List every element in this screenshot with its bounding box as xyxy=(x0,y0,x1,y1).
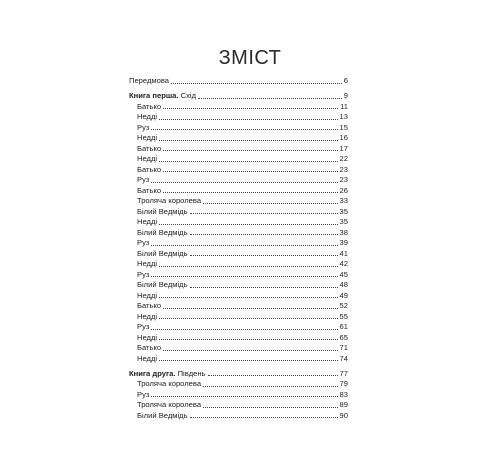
toc-entry-page: 65 xyxy=(339,332,348,342)
toc-entry-label: Недді xyxy=(137,154,158,163)
toc-entry xyxy=(129,322,348,333)
toc-entry xyxy=(129,301,348,312)
book-2-chapters xyxy=(129,379,348,421)
toc-entry xyxy=(129,144,348,155)
dot-leader xyxy=(163,192,337,193)
toc-entry-label: Передмова xyxy=(129,76,170,85)
toc-entry-book-2 xyxy=(129,369,348,380)
toc-entry xyxy=(129,354,348,365)
toc-entry-page: 23 xyxy=(339,175,348,184)
toc-entry-page: 90 xyxy=(339,410,348,420)
dot-leader xyxy=(203,203,337,204)
toc-entry-label: Білий Ведмідь xyxy=(137,206,188,216)
toc-entry xyxy=(129,112,348,123)
toc-entry-label: Білий Ведмідь xyxy=(137,227,188,237)
toc-entry-label: Білий Ведмідь xyxy=(137,280,188,289)
dot-leader xyxy=(203,386,337,387)
toc-entry-page: 23 xyxy=(339,164,348,174)
toc-entry-label: Батько xyxy=(137,101,162,111)
book-subtitle: Південь xyxy=(177,368,206,378)
dot-leader xyxy=(151,329,337,330)
toc-entry xyxy=(129,333,348,344)
toc-entry-label: Батько xyxy=(137,343,162,352)
toc-entry xyxy=(129,400,348,411)
toc-entry-label: Батько xyxy=(137,301,162,310)
toc-entry xyxy=(129,186,348,197)
dot-leader xyxy=(159,360,337,361)
toc-entry-page: 35 xyxy=(339,206,348,216)
toc-entry-page: 49 xyxy=(339,290,348,300)
toc-entry-page: 33 xyxy=(339,196,348,205)
toc-entry xyxy=(129,228,348,239)
toc-entry-preface xyxy=(129,76,348,87)
toc-entry-page: 48 xyxy=(339,280,348,289)
toc-entry-page: 13 xyxy=(339,112,348,121)
toc-entry xyxy=(129,259,348,270)
book-label: Книга перша. xyxy=(129,91,179,100)
toc-entry-book-1 xyxy=(129,91,348,102)
dot-leader xyxy=(151,245,337,246)
toc-entry-label: Недді xyxy=(137,259,158,268)
book-heading xyxy=(129,369,206,380)
page-title: ЗМІСТ xyxy=(218,47,282,69)
toc-entry-label: Руз xyxy=(137,238,150,247)
toc-entry-label: Руз xyxy=(137,122,150,132)
toc-entry-page: 16 xyxy=(339,133,348,142)
toc-entry-label: Троляча королева xyxy=(137,400,202,409)
toc-entry-page: 22 xyxy=(339,154,348,163)
table-of-contents xyxy=(129,76,348,421)
toc-entry-page: 89 xyxy=(339,400,348,409)
toc-entry xyxy=(129,238,348,249)
dot-leader xyxy=(190,287,338,288)
toc-entry-label: Недді xyxy=(137,290,158,300)
dot-leader xyxy=(163,108,338,109)
toc-entry-page: 6 xyxy=(343,76,348,85)
toc-entry-page: 83 xyxy=(339,389,348,399)
toc-entry-page: 9 xyxy=(343,91,348,100)
toc-entry-label: Руз xyxy=(137,322,150,331)
dot-leader xyxy=(159,318,337,319)
dot-leader xyxy=(151,276,337,277)
toc-entry xyxy=(129,390,348,401)
toc-entry-page: 61 xyxy=(339,322,348,331)
toc-entry-label: Троляча королева xyxy=(137,196,202,205)
toc-entry-label: Руз xyxy=(137,389,150,399)
toc-entry xyxy=(129,249,348,260)
toc-entry-label: Недді xyxy=(137,133,158,142)
book-1-chapters xyxy=(129,102,348,365)
dot-leader xyxy=(171,83,342,84)
toc-entry xyxy=(129,312,348,323)
dot-leader xyxy=(159,266,337,267)
toc-entry xyxy=(129,123,348,134)
dot-leader xyxy=(198,98,342,99)
dot-leader xyxy=(190,234,338,235)
toc-entry xyxy=(129,291,348,302)
toc-entry-page: 17 xyxy=(339,143,348,153)
dot-leader xyxy=(151,182,337,183)
toc-entry-page: 55 xyxy=(339,311,348,321)
toc-entry-page: 52 xyxy=(339,301,348,310)
toc-entry-page: 42 xyxy=(339,259,348,268)
dot-leader xyxy=(159,224,337,225)
toc-entry-label: Руз xyxy=(137,269,150,279)
toc-entry-label: Троляча королева xyxy=(137,379,202,388)
toc-entry xyxy=(129,154,348,165)
toc-entry-page: 39 xyxy=(339,238,348,247)
toc-entry xyxy=(129,133,348,144)
toc-entry-label: Батько xyxy=(137,185,162,195)
toc-entry xyxy=(129,175,348,186)
toc-entry-page: 74 xyxy=(339,353,348,363)
dot-leader xyxy=(163,171,337,172)
dot-leader xyxy=(190,417,338,418)
toc-entry xyxy=(129,217,348,228)
toc-entry-page: 11 xyxy=(340,101,348,111)
toc-entry xyxy=(129,280,348,291)
toc-entry-page: 35 xyxy=(339,217,348,226)
toc-entry-label: Недді xyxy=(137,217,158,226)
toc-entry-page: 41 xyxy=(339,248,348,258)
dot-leader xyxy=(203,407,337,408)
book-subtitle: Схід xyxy=(180,91,197,100)
dot-leader xyxy=(159,339,337,340)
dot-leader xyxy=(151,129,337,130)
toc-entry-label: Білий Ведмідь xyxy=(137,410,188,420)
toc-entry xyxy=(129,270,348,281)
toc-entry xyxy=(129,165,348,176)
toc-entry-page: 77 xyxy=(339,368,348,378)
dot-leader xyxy=(163,308,337,309)
dot-leader xyxy=(190,255,338,256)
dot-leader xyxy=(208,375,338,376)
book-heading xyxy=(129,91,196,102)
toc-entry xyxy=(129,102,348,113)
toc-entry-label: Білий Ведмідь xyxy=(137,248,188,258)
toc-entry-label: Батько xyxy=(137,143,162,153)
toc-entry-label: Руз xyxy=(137,175,150,184)
toc-entry-label: Недді xyxy=(137,353,158,363)
dot-leader xyxy=(151,396,337,397)
toc-entry xyxy=(129,196,348,207)
dot-leader xyxy=(163,150,337,151)
toc-entry-label: Батько xyxy=(137,164,162,174)
toc-entry-label: Недді xyxy=(137,311,158,321)
toc-entry-label: Недді xyxy=(137,332,158,342)
toc-entry xyxy=(129,343,348,354)
toc-entry-page: 45 xyxy=(339,269,348,279)
dot-leader xyxy=(159,140,337,141)
dot-leader xyxy=(163,350,337,351)
toc-entry xyxy=(129,207,348,218)
dot-leader xyxy=(159,161,337,162)
dot-leader xyxy=(190,213,338,214)
dot-leader xyxy=(159,119,337,120)
toc-entry xyxy=(129,411,348,422)
book-label: Книга друга. xyxy=(129,368,176,378)
toc-entry-label: Недді xyxy=(137,112,158,121)
dot-leader xyxy=(159,297,337,298)
toc-entry-page: 26 xyxy=(339,185,348,195)
toc-entry-page: 71 xyxy=(339,343,348,352)
toc-entry-page: 38 xyxy=(339,227,348,237)
toc-entry-page: 15 xyxy=(339,122,348,132)
toc-entry xyxy=(129,379,348,390)
toc-entry-page: 79 xyxy=(339,379,348,388)
